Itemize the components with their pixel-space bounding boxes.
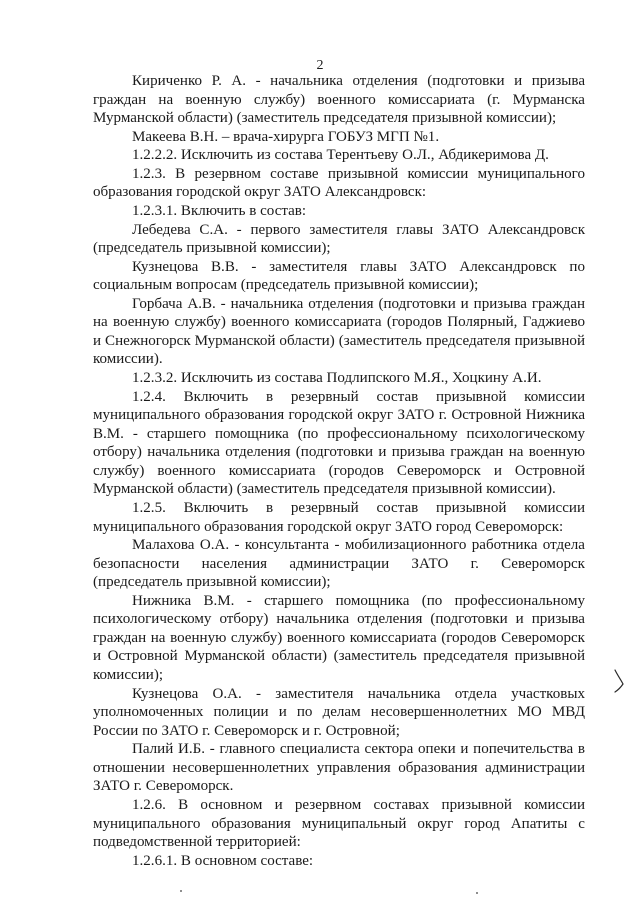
paragraph-kuznetsov-vv: Кузнецова В.В. - заместителя главы ЗАТО Александровск по социальным вопросам (председатель призывной комиссии); [93, 258, 585, 294]
paragraph-malakhov: Малахова О.А. - консультанта - мобилизационного работника отдела безопасности населения администрации ЗАТО г. Североморск (председатель призывной комиссии); [93, 537, 585, 591]
paragraph-gorbach: Горбача А.В. - начальника отделения (подготовки и призыва граждан на военную службу) военного комиссариата (городов Полярный, Гаджиево и Снежногорск Мурманской области) (заместитель председателя призывной комиссии). [93, 295, 585, 368]
margin-pen-mark [612, 668, 626, 694]
scan-speck [476, 892, 478, 894]
paragraph-1-2-3-1: 1.2.3.1. Включить в состав: [132, 202, 307, 219]
paragraph-1-2-3: 1.2.3. В резервном составе призывной комиссии муниципального образования городской округ ЗАТО Александровск: [93, 165, 585, 201]
paragraph-kuznetsov-oa: Кузнецова О.А. - заместителя начальника отдела участковых уполномоченных полиции и по делам несовершеннолетних МО МВД России по ЗАТО г. Североморск и г. Островной; [93, 685, 585, 739]
paragraph-lebedev: Лебедева С.А. - первого заместителя главы ЗАТО Александровск (председатель призывной комиссии); [93, 221, 585, 257]
paragraph-paliy: Палий И.Б. - главного специалиста сектора опеки и попечительства в отношении несовершеннолетних управления образования администрации ЗАТО г. Североморск. [93, 741, 585, 795]
paragraph-1-2-3-2: 1.2.3.2. Исключить из состава Подлипского М.Я., Хоцкину А.И. [132, 370, 542, 386]
paragraph-1-2-2-2: 1.2.2.2. Исключить из состава Терентьеву О.Л., Абдикеримова Д. [132, 147, 549, 164]
page-number: 2 [316, 58, 324, 73]
paragraph-nizhnik: Нижника В.М. - старшего помощника (по профессиональному психологическому отбору) начальника отделения (подготовки и призыва граждан на военную службу) военного комиссариата (городов Североморск и Островной Мурманской области) (заместитель председателя призывной комиссии); [93, 592, 585, 683]
paragraph-makeeva: Макеева В.Н. – врача-хирурга ГОБУЗ МГП №1. [132, 128, 440, 145]
paragraph-1-2-6: 1.2.6. В основном и резервном составах призывной комиссии муниципального образования муниципальный округ город Апатиты с подведомственной территорией: [93, 796, 585, 851]
paragraph-1-2-4: 1.2.4. Включить в резервный состав призывной комиссии муниципального образования городской округ ЗАТО г. Островной Нижника В.М. - старшего помощника (по профессиональному психологическому отбору) начальника отделения (подготовки и призыва граждан на военную службу) военного комиссариата (городов Североморск и Островной Мурманской области) (заместитель председателя призывной комиссии). [93, 388, 585, 498]
paragraph-1-2-5: 1.2.5. Включить в резервный состав призывной комиссии муниципального образования городской округ ЗАТО город Североморск: [93, 499, 585, 535]
document-body [93, 72, 585, 870]
paragraph-kirichenko: Кириченко Р. А. - начальника отделения (подготовки и призыва граждан на военную службу) военного комиссариата (г. Мурманска Мурманской области) (заместитель председателя призывной комиссии); [93, 73, 585, 127]
paragraph-1-2-6-1: 1.2.6.1. В основном составе: [132, 852, 314, 869]
scan-speck [180, 890, 182, 892]
